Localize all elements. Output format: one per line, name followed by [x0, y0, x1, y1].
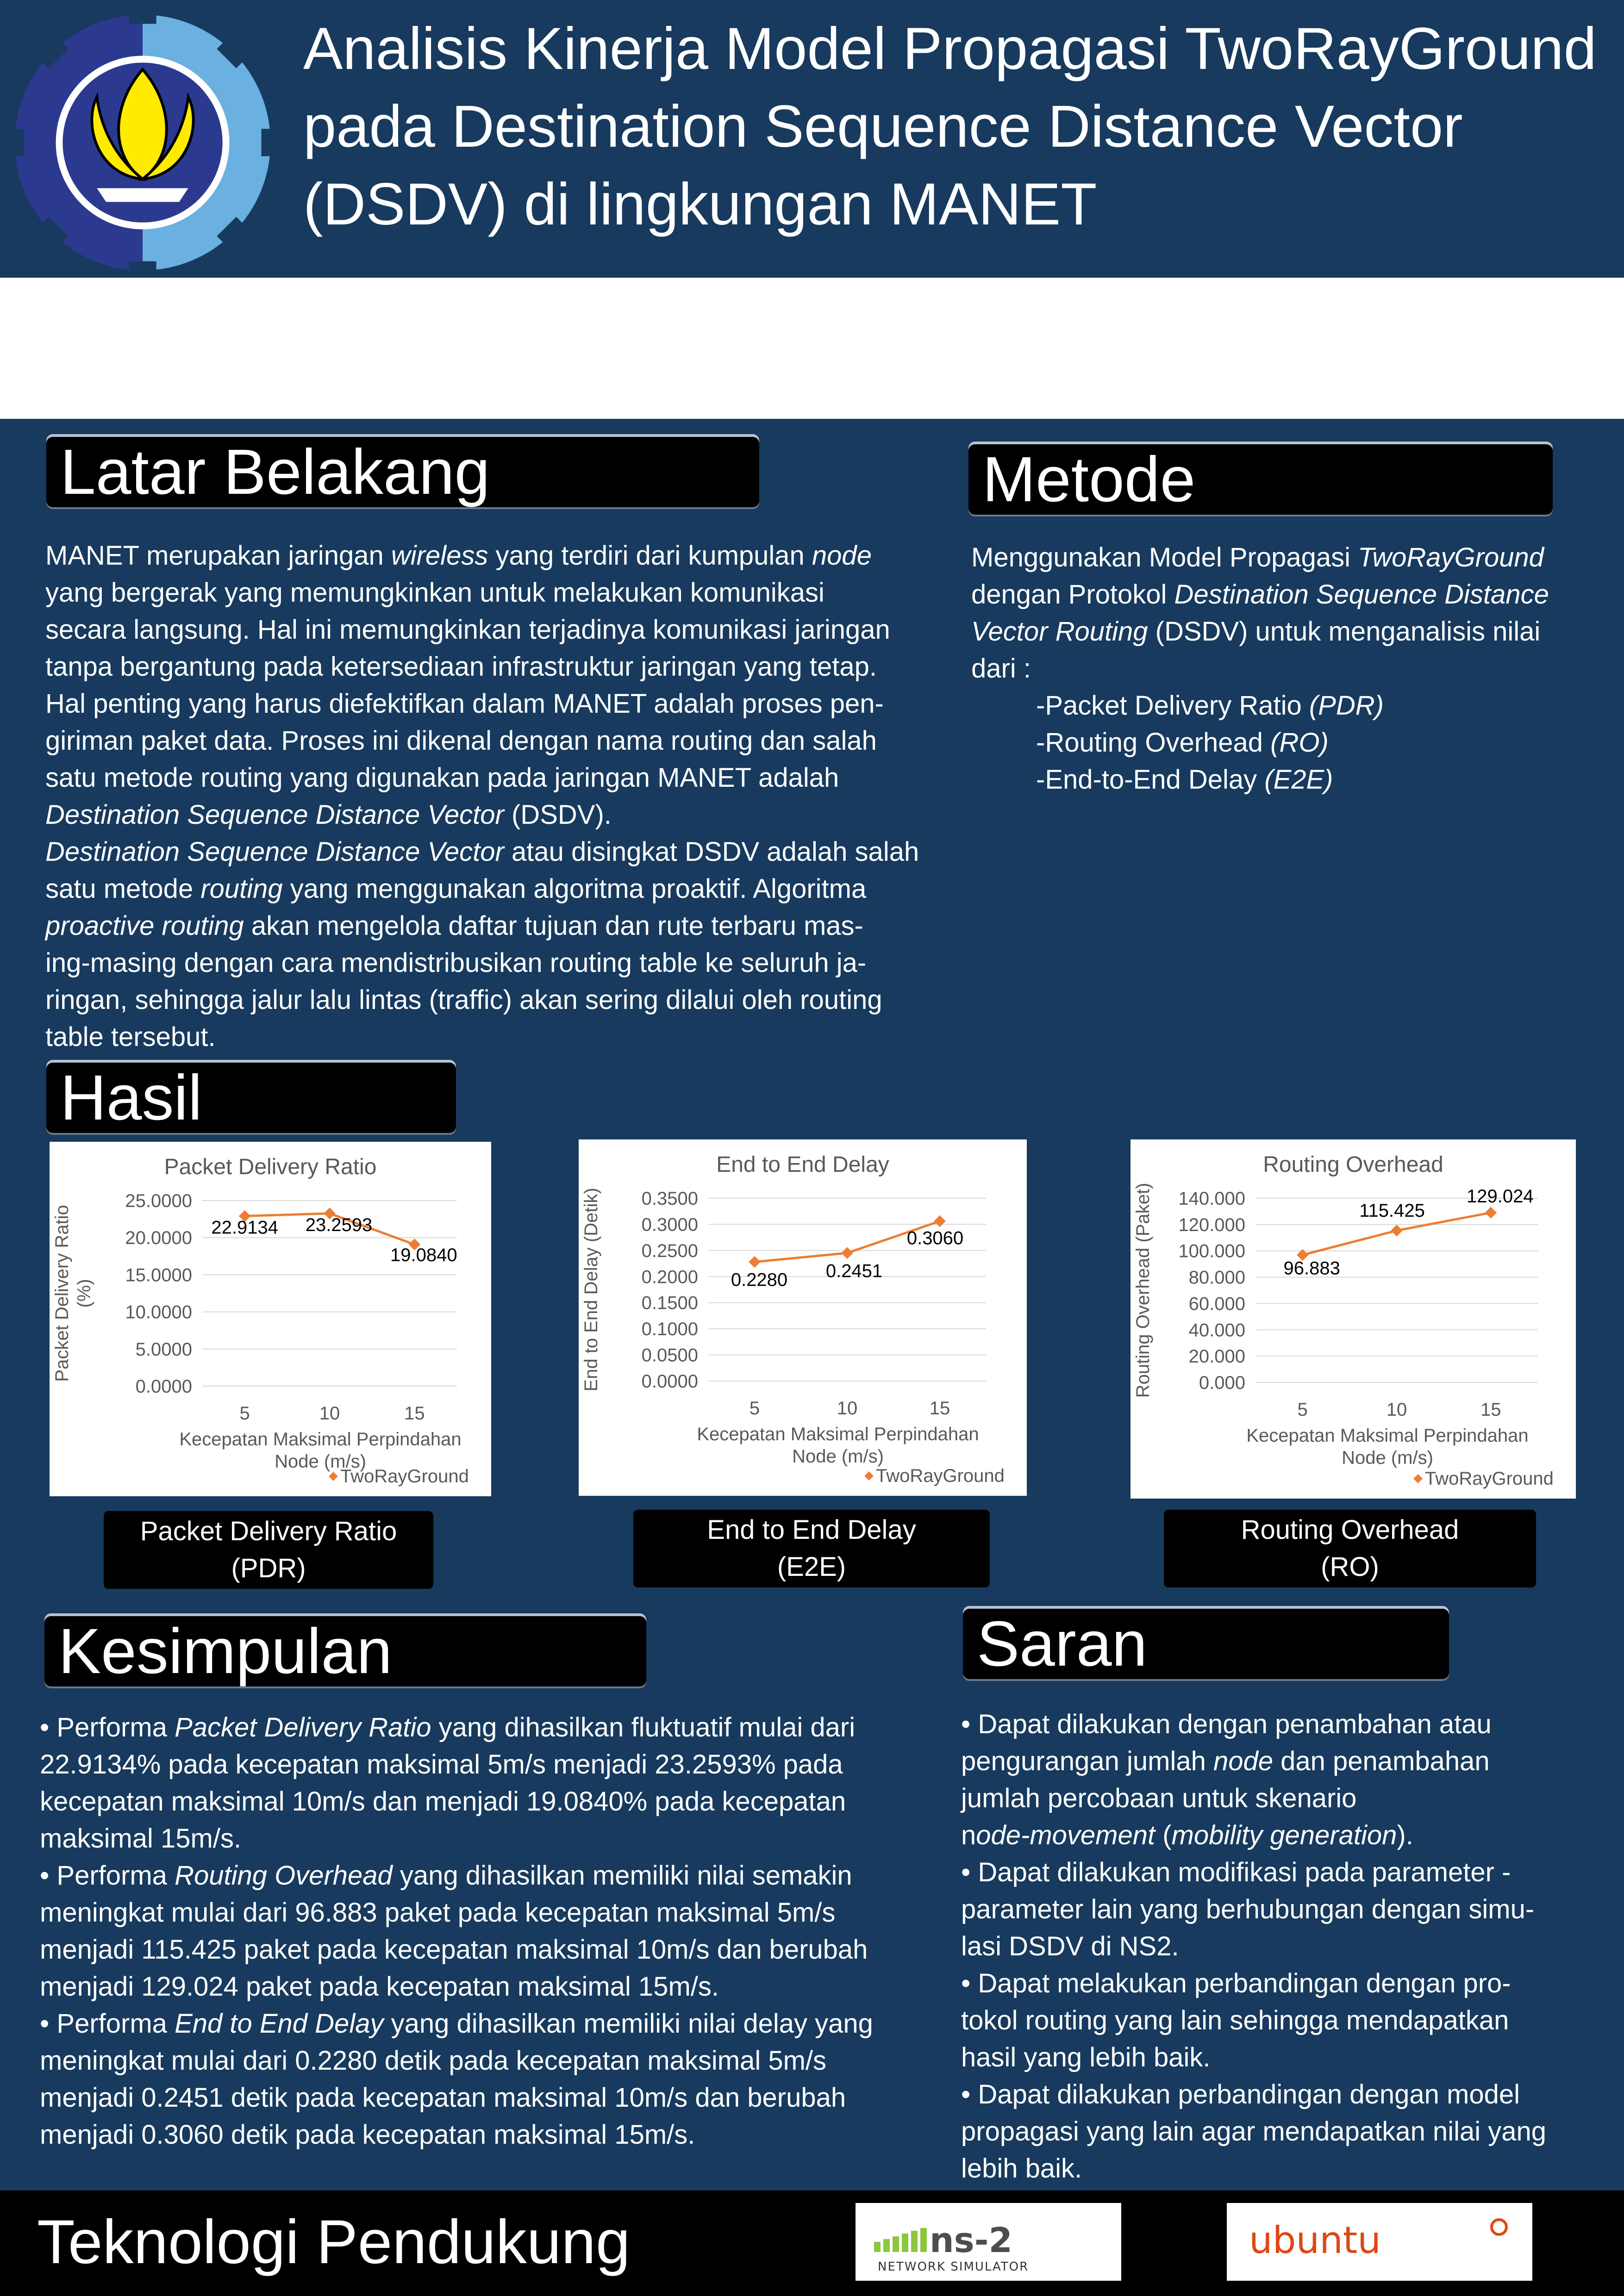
text-segment: • Performa	[40, 2009, 175, 2039]
author-id: NRP 05111340000001	[76, 371, 318, 398]
text-segment: dan penambahan	[1273, 1746, 1490, 1776]
label-e2e-line-1: End to End Delay	[707, 1515, 916, 1545]
text-line	[40, 2042, 966, 2079]
text-segment: -Packet Delivery Ratio	[1036, 691, 1302, 721]
chart-x-label: Kecepatan Maksimal Perpindahan	[697, 1424, 979, 1444]
chart-x-tick: 10	[319, 1403, 340, 1424]
text-line	[40, 2079, 966, 2116]
chart-point	[749, 1256, 760, 1268]
text-line	[40, 2005, 966, 2042]
text-segment: yang dihasilkan memiliki nilai delay yang	[383, 2009, 873, 2039]
text-line	[1036, 724, 1592, 761]
metode-body	[971, 539, 1619, 687]
text-line	[45, 611, 971, 648]
chart-y-tick: 15.0000	[125, 1265, 192, 1286]
ns2-logo-text: ns-2	[930, 2221, 1012, 2260]
chart-y-tick: 0.0500	[641, 1345, 698, 1366]
text-segment: satu metode routing yang digunakan pada jaringan MANET adalah	[45, 763, 839, 793]
text-line	[971, 539, 1619, 576]
text-segment: menjadi 0.3060 detik pada kecepatan maksimal 15m/s.	[40, 2120, 695, 2150]
text-line	[1036, 761, 1592, 798]
author-dosen-2	[1094, 301, 1541, 401]
chart-x-label: Node (m/s)	[792, 1446, 884, 1467]
ns2-logo	[856, 2203, 1121, 2281]
text-segment: kecepatan maksimal 10m/s dan menjadi 19.0840% pada kecepatan	[40, 1786, 846, 1817]
author-name: Muhammad Adnan Yusuf	[76, 337, 363, 364]
text-line	[45, 982, 971, 1019]
chart-data-label: 0.3060	[906, 1228, 964, 1249]
chart-title: End to End Delay	[716, 1152, 889, 1177]
chart-x-tick: 10	[1386, 1400, 1407, 1420]
chart-pdr-svg	[50, 1142, 491, 1496]
chart-data-label: 23.2593	[305, 1214, 373, 1235]
chart-data-label: 115.425	[1359, 1200, 1425, 1221]
chart-y-tick: 5.0000	[135, 1339, 192, 1360]
text-segment: yang dihasilkan fluktuatif mulai dari	[431, 1712, 856, 1742]
text-line	[961, 2150, 1618, 2187]
text-line	[961, 2039, 1618, 2076]
chart-y-tick: 80.000	[1188, 1267, 1245, 1288]
chart-data-label: 96.883	[1283, 1258, 1340, 1279]
text-segment: ringan, sehingga jalur lalu lintas (traffic) akan sering dilalui oleh routing	[45, 985, 882, 1015]
text-segment: dengan Protokol	[971, 579, 1174, 610]
chart-y-tick: 0.2000	[641, 1267, 698, 1288]
logo-base	[97, 188, 188, 202]
text-segment: menjadi 0.2451 detik pada kecepatan maksimal 10m/s dan berubah	[40, 2083, 846, 2113]
italic-segment: proactive routing	[45, 911, 244, 941]
label-ro-line-2: (RO)	[1321, 1552, 1379, 1582]
text-segment: akan mengelola daftar tujuan dan rute terbaru mas-	[244, 911, 863, 941]
italic-segment: wireless	[391, 541, 488, 571]
text-line	[961, 1891, 1618, 1928]
text-segment: menjadi 115.425 paket pada kecepatan maksimal 10m/s dan berubah	[40, 1935, 868, 1965]
title-line-1: Analisis Kinerja Model Propagasi TwoRayGround	[303, 16, 1597, 82]
text-line	[40, 2116, 966, 2153]
chart-data-label: 0.2280	[731, 1269, 788, 1290]
chart-x-label: Kecepatan Maksimal Perpindahan	[1246, 1425, 1529, 1446]
chart-y-tick: 0.1500	[641, 1293, 698, 1313]
text-line	[45, 945, 971, 982]
text-line	[961, 2113, 1618, 2150]
chart-pdr	[50, 1142, 491, 1496]
label-e2e	[633, 1510, 990, 1587]
chart-point	[1391, 1225, 1402, 1236]
text-segment: giriman paket data. Proses ini dikenal dengan nama routing dan salah	[45, 726, 877, 756]
italic-segment: Destination Sequence Distance Vector	[45, 837, 504, 867]
title-line-2: pada Destination Sequence Distance Vector	[303, 93, 1463, 160]
text-line	[40, 1857, 966, 1894]
text-line	[45, 796, 971, 834]
chart-x-label: Node (m/s)	[1342, 1448, 1433, 1468]
saran-body	[961, 1706, 1618, 2187]
text-line	[40, 1783, 966, 1820]
author-role: Dosen Pembimbing II	[1094, 304, 1325, 331]
chart-x-label: Kecepatan Maksimal Perpindahan	[179, 1429, 462, 1450]
text-segment: table tersebut.	[45, 1022, 216, 1052]
text-line	[961, 1854, 1618, 1891]
text-line	[961, 1780, 1618, 1817]
label-ro-line-1: Routing Overhead	[1241, 1515, 1459, 1545]
chart-point	[841, 1247, 853, 1259]
heading-saran: Saran	[963, 1609, 1449, 1679]
text-segment: yang terdiri dari kumpulan	[488, 541, 812, 571]
text-segment: n	[961, 1820, 976, 1850]
heading-latar-belakang: Latar Belakang	[46, 437, 759, 507]
italic-segment: (PDR)	[1301, 691, 1384, 721]
text-segment: atau disingkat DSDV adalah salah	[504, 837, 919, 867]
text-line	[45, 759, 971, 796]
chart-x-tick: 15	[929, 1398, 950, 1419]
latar-body	[45, 537, 971, 1056]
chart-y-tick: 10.0000	[125, 1302, 192, 1323]
italic-segment: mobility generation	[1171, 1820, 1397, 1850]
author-dosen-1	[529, 301, 997, 401]
chart-y-tick: 100.000	[1178, 1241, 1245, 1262]
author-name: Dr.Eng. Radityo Anggoro S.Kom., M.Kom.	[1094, 337, 1542, 364]
text-segment: • Dapat dilakukan modifikasi pada parameter -	[961, 1857, 1511, 1887]
its-logo	[6, 6, 280, 280]
italic-segment: Routing Overhead	[175, 1860, 393, 1891]
ns2-logo-svg	[856, 2203, 1121, 2281]
author-id: NIP: 198407082010122004	[529, 371, 824, 398]
ns2-bars-icon	[874, 2228, 927, 2252]
text-line	[40, 1820, 966, 1857]
text-line	[971, 576, 1619, 613]
text-line	[45, 722, 971, 759]
chart-y-tick: 40.000	[1188, 1320, 1245, 1341]
italic-segment: (RO)	[1263, 728, 1329, 758]
author-id: NIP 198410162008121002	[1094, 371, 1382, 398]
chart-x-tick: 10	[837, 1398, 858, 1419]
chart-y-tick: 0.0000	[135, 1376, 192, 1397]
chart-e2e	[579, 1139, 1027, 1496]
chart-ro-svg	[1131, 1139, 1576, 1499]
ubuntu-logo	[1227, 2203, 1532, 2281]
text-segment: tanpa bergantung pada ketersediaan infrastruktur jaringan yang tetap.	[45, 652, 877, 682]
text-segment: propagasi yang lain agar mendapatkan nilai yang	[961, 2116, 1546, 2147]
text-line	[961, 1817, 1618, 1854]
ns2-logo-subtitle: NETWORK SIMULATOR	[878, 2260, 1029, 2274]
chart-title: Routing Overhead	[1263, 1152, 1443, 1177]
text-segment: meningkat mulai dari 96.883 paket pada kecepatan maksimal 5m/s	[40, 1898, 836, 1928]
chart-x-tick: 15	[1480, 1400, 1501, 1420]
text-segment: jumlah percobaan untuk skenario	[961, 1783, 1357, 1813]
chart-x-tick: 5	[1297, 1400, 1308, 1420]
italic-segment: TwoRayGround	[1358, 542, 1544, 572]
chart-y-tick: 0.3000	[641, 1214, 698, 1235]
text-line	[971, 613, 1619, 650]
text-line	[1036, 687, 1592, 724]
chart-ro	[1131, 1139, 1576, 1499]
text-line	[40, 1894, 966, 1931]
text-segment: MANET merupakan jaringan	[45, 541, 391, 571]
text-line	[961, 1706, 1618, 1743]
chart-y-tick: 0.3500	[641, 1188, 698, 1209]
text-segment: menjadi 129.024 paket pada kecepatan maksimal 15m/s.	[40, 1972, 719, 2002]
text-segment: yang dihasilkan memiliki nilai semakin	[392, 1860, 852, 1891]
italic-segment: node	[1213, 1746, 1273, 1776]
text-segment: (DSDV) untuk menganalisis nilai	[1148, 616, 1541, 647]
chart-y-tick: 0.2500	[641, 1240, 698, 1261]
chart-y-tick: 60.000	[1188, 1294, 1245, 1314]
text-segment: • Dapat dilakukan dengan penambahan atau	[961, 1709, 1492, 1739]
chart-x-tick: 5	[749, 1398, 760, 1419]
kesimpulan-body	[40, 1709, 966, 2153]
ubuntu-circle-icon	[1492, 2220, 1506, 2234]
text-segment: • Dapat dilakukan perbandingan dengan model	[961, 2079, 1520, 2109]
chart-data-label: 22.9134	[211, 1217, 278, 1238]
text-segment: Hal penting yang harus diefektifkan dalam MANET adalah proses pen-	[45, 689, 884, 719]
chart-legend: TwoRayGround	[1425, 1468, 1554, 1489]
author-penulis	[76, 301, 362, 401]
text-segment: • Dapat melakukan perbandingan dengan pro-	[961, 1968, 1511, 1998]
text-line	[45, 537, 971, 574]
metode-items	[1036, 687, 1592, 798]
text-line	[961, 1743, 1618, 1780]
author-name: Henning Titi Ciptaningtyas, S.Kom., M.Kom.	[529, 337, 997, 364]
italic-segment: (E2E)	[1257, 765, 1333, 795]
chart-point	[934, 1215, 945, 1227]
text-line	[45, 834, 971, 871]
text-segment: Menggunakan Model Propagasi	[971, 542, 1358, 572]
label-pdr	[104, 1511, 433, 1589]
text-line	[971, 650, 1619, 687]
ubuntu-logo-text: ubuntu	[1249, 2219, 1381, 2262]
italic-segment: node	[812, 541, 872, 571]
chart-y-tick: 25.0000	[125, 1191, 192, 1211]
text-segment: maksimal 15m/s.	[40, 1823, 242, 1854]
chart-x-tick: 5	[239, 1403, 250, 1424]
chart-y-tick: 20.0000	[125, 1228, 192, 1249]
footer-title: Teknologi Pendukung	[37, 2208, 631, 2277]
italic-segment: Vector Routing	[971, 616, 1148, 647]
italic-segment: End to End Delay	[175, 2009, 384, 2039]
text-segment: satu metode	[45, 874, 201, 904]
text-segment: -End-to-End Delay	[1036, 765, 1257, 795]
text-line	[45, 1019, 971, 1056]
text-segment: yang bergerak yang memungkinkan untuk melakukan komunikasi	[45, 578, 824, 608]
label-ro	[1164, 1510, 1536, 1587]
text-line	[45, 574, 971, 611]
chart-y-tick: 120.000	[1178, 1214, 1245, 1235]
chart-x-label: Node (m/s)	[275, 1451, 366, 1472]
text-segment: (DSDV).	[504, 800, 612, 830]
text-line	[40, 1968, 966, 2005]
text-segment: lasi DSDV di NS2.	[961, 1931, 1179, 1961]
text-line	[40, 1931, 966, 1968]
author-role: Penulis	[76, 304, 156, 331]
heading-kesimpulan: Kesimpulan	[44, 1616, 646, 1686]
chart-point	[1485, 1207, 1497, 1218]
text-line	[961, 2002, 1618, 2039]
chart-data-label: 129.024	[1467, 1186, 1534, 1207]
text-segment: ).	[1397, 1820, 1413, 1850]
text-line	[961, 1928, 1618, 1965]
heading-hasil: Hasil	[46, 1063, 456, 1133]
italic-segment: routing	[200, 874, 283, 904]
chart-x-tick: 15	[404, 1403, 425, 1424]
text-segment: • Performa	[40, 1712, 175, 1742]
chart-y-tick: 0.1000	[641, 1319, 698, 1340]
text-line	[40, 1746, 966, 1783]
text-segment: 22.9134% pada kecepatan maksimal 5m/s menjadi 23.2593% pada	[40, 1749, 843, 1780]
text-segment: dari :	[971, 653, 1031, 684]
italic-segment: ode-movement	[976, 1820, 1156, 1850]
chart-data-label: 0.2451	[825, 1261, 883, 1282]
text-segment: lebih baik.	[961, 2153, 1082, 2184]
text-segment: (	[1155, 1820, 1172, 1850]
text-line	[40, 1709, 966, 1746]
title-line-3: (DSDV) di lingkungan MANET	[303, 171, 1097, 237]
chart-legend: TwoRayGround	[340, 1466, 469, 1487]
text-line	[961, 2076, 1618, 2113]
text-segment: meningkat mulai dari 0.2280 detik pada kecepatan maksimal 5m/s	[40, 2046, 827, 2076]
chart-e2e-svg	[579, 1139, 1027, 1496]
label-pdr-line-1: Packet Delivery Ratio	[140, 1516, 397, 1546]
text-segment: hasil yang lebih baik.	[961, 2042, 1211, 2072]
text-segment: ing-masing dengan cara mendistribusikan routing table ke seluruh ja-	[45, 948, 867, 978]
text-line	[961, 1965, 1618, 2002]
chart-legend: TwoRayGround	[876, 1466, 1005, 1486]
label-pdr-line-2: (PDR)	[231, 1553, 306, 1583]
chart-y-tick: 140.000	[1178, 1188, 1245, 1209]
italic-segment: Packet Delivery Ratio	[175, 1712, 431, 1742]
label-e2e-line-2: (E2E)	[777, 1552, 846, 1582]
chart-legend-marker	[329, 1472, 338, 1481]
text-segment: secara langsung. Hal ini memungkinkan terjadinya komunikasi jaringan	[45, 615, 890, 645]
italic-segment: Destination Sequence Distance	[1174, 579, 1549, 610]
chart-title: Packet Delivery Ratio	[164, 1155, 377, 1179]
text-line	[45, 648, 971, 685]
text-segment: -Routing Overhead	[1036, 728, 1263, 758]
chart-legend-marker	[1413, 1474, 1423, 1483]
author-role: Dosen Pembimbing I	[529, 304, 752, 331]
chart-legend-marker	[864, 1471, 874, 1481]
chart-y-label: (%)	[74, 1279, 94, 1308]
text-line	[45, 685, 971, 722]
chart-y-label: End to End Delay (Detik)	[581, 1188, 601, 1392]
chart-y-tick: 0.000	[1199, 1373, 1245, 1393]
italic-segment: Destination Sequence Distance Vector	[45, 800, 504, 830]
chart-y-label: Routing Overhead (Paket)	[1133, 1182, 1153, 1398]
text-segment: • Performa	[40, 1860, 175, 1891]
chart-y-label: Packet Delivery Ratio	[52, 1205, 72, 1382]
ubuntu-logo-svg	[1227, 2203, 1532, 2281]
heading-metode: Metode	[968, 444, 1553, 515]
text-segment: yang menggunakan algoritma proaktif. Algoritma	[282, 874, 867, 904]
text-line	[45, 908, 971, 945]
chart-data-label: 19.0840	[390, 1244, 457, 1265]
text-segment: parameter lain yang berhubungan dengan simu-	[961, 1894, 1535, 1924]
text-segment: tokol routing yang lain sehingga mendapatkan	[961, 2005, 1509, 2035]
chart-y-tick: 20.000	[1188, 1346, 1245, 1367]
chart-y-tick: 0.0000	[641, 1371, 698, 1392]
text-line	[45, 871, 971, 908]
text-segment: pengurangan jumlah	[961, 1746, 1213, 1776]
